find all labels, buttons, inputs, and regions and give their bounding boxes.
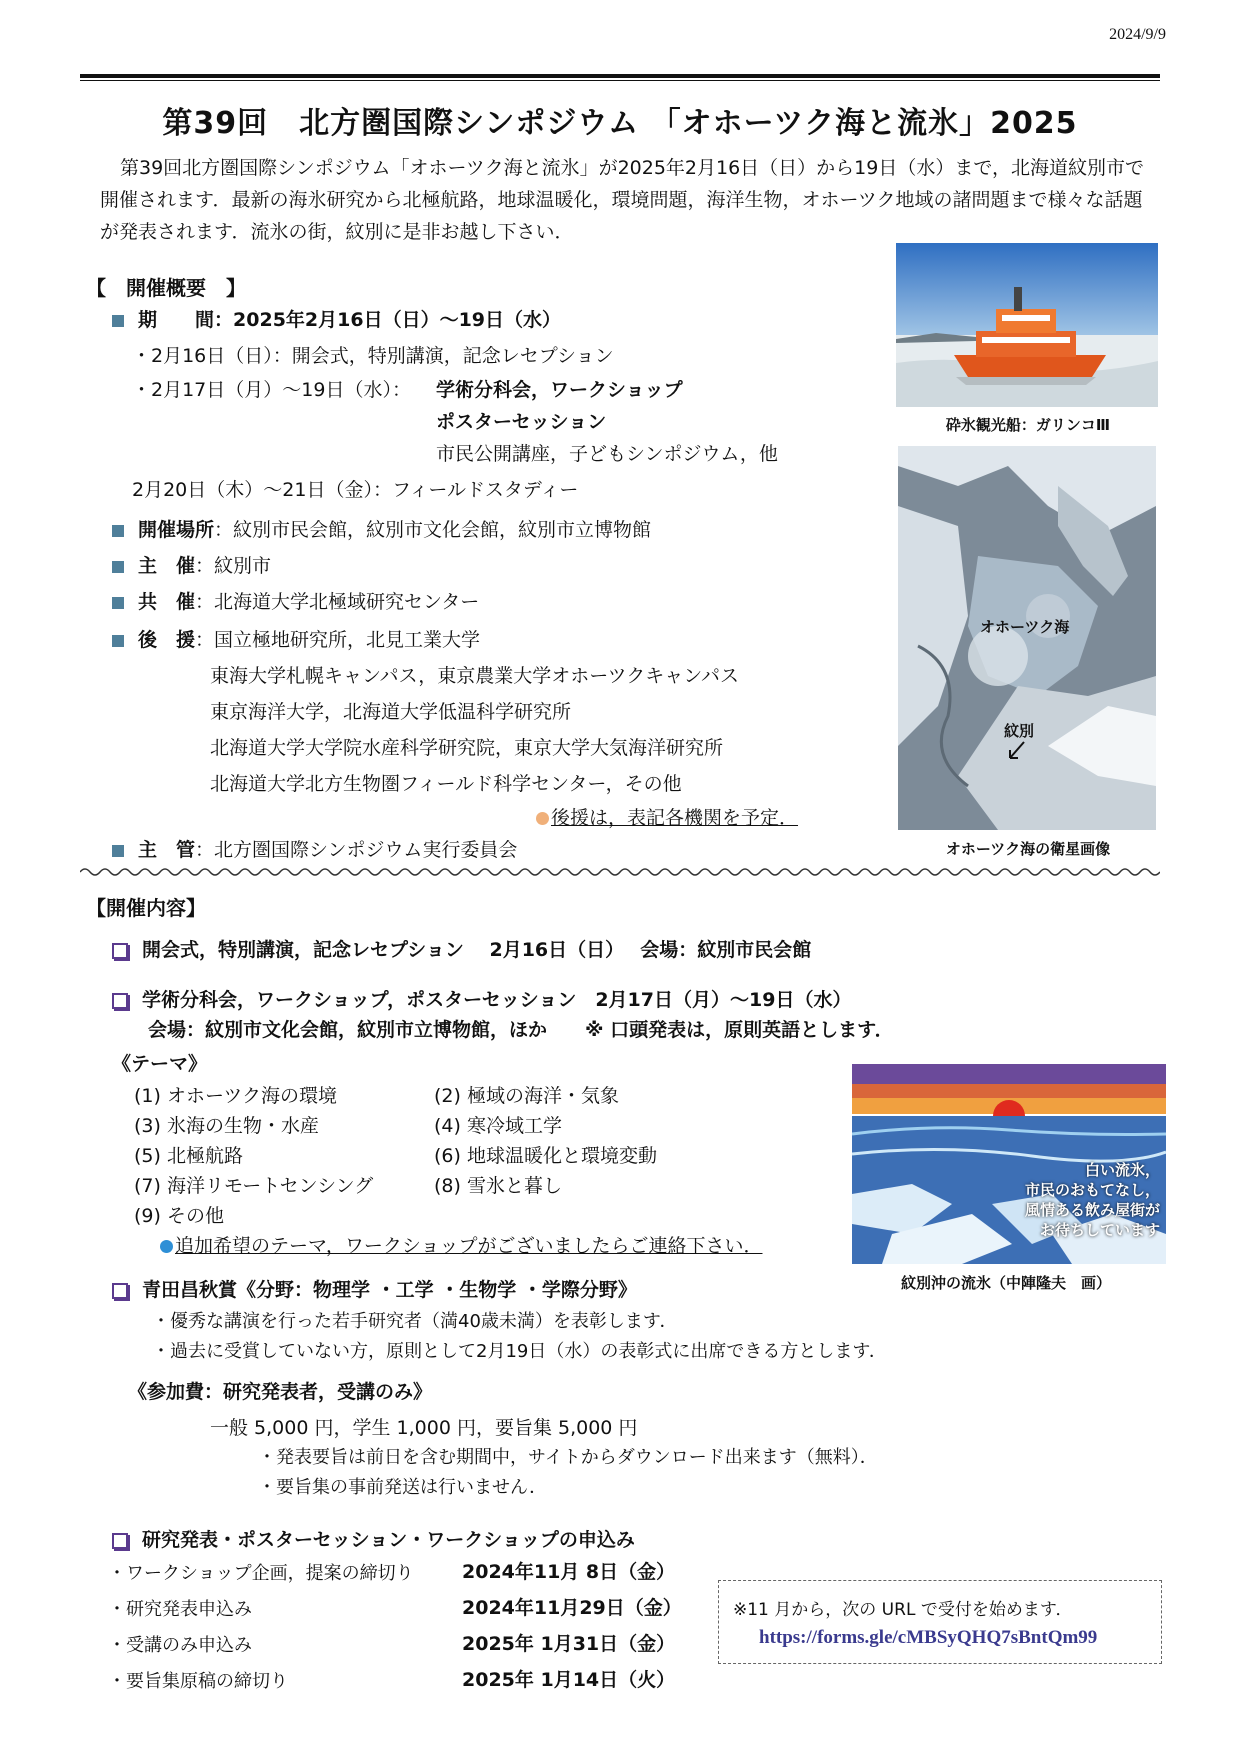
deadline-date: 2024年11月 8日（金）: [462, 1561, 676, 1583]
satellite-label-sea: オホーツク海: [980, 618, 1070, 636]
theme-item: (9) その他: [134, 1205, 224, 1227]
theme-item: (4) 寒冷域工学: [434, 1115, 562, 1137]
apply-heading: 研究発表・ポスターセッション・ワークショップの申込み: [112, 1528, 635, 1552]
day1-line: ・2月16日（日）：開会式，特別講演，記念レセプション: [132, 345, 614, 367]
satellite-image: [898, 446, 1156, 830]
url-note: ※11 月から，次の URL で受付を始めます．: [733, 1600, 1073, 1620]
period-date: 2025年2月16日（日）～19日（水）: [233, 309, 562, 331]
intro-paragraph: 第39回北方圏国際シンポジウム「オホーツク海と流氷」が2025年2月16日（日）から19日（水）まで，北海道紋別市で開催されます．最新の海氷研究から北極航路，地球温暖化，環境問題，海洋生物，オホーツク地域の諸問題まで様々な話題が発表されます．流氷の街，紋別に是非お越し下さい．: [100, 157, 1144, 243]
award-line: ・優秀な講演を行った若手研究者（満40歳未満）を表彰します．: [152, 1311, 678, 1332]
checkbox-icon: [112, 943, 128, 959]
sessions-venue: 会場：紋別市文化会館，紋別市立博物館，ほか ※ 口頭発表は，原則英語とします．: [148, 1019, 894, 1041]
overview-heading: 【 開催概要 】: [86, 276, 246, 300]
organizer-row: 主 管：北方圏国際シンポジウム実行委員会: [112, 838, 517, 862]
document-date: 2024/9/9: [1109, 26, 1166, 43]
award-line: ・過去に受賞していない方，原則として2月19日（水）の表彰式に出席できる方とします．: [152, 1341, 887, 1362]
theme-note: 追加希望のテーマ，ワークショップがございましたらご連絡下さい．: [160, 1234, 762, 1258]
deadline-date: 2024年11月29日（金）: [462, 1597, 682, 1619]
deadline-label: ・要旨集原稿の締切り: [108, 1671, 288, 1692]
theme-item: (1) オホーツク海の環境: [134, 1085, 338, 1107]
theme-item: (7) 海洋リモートセンシング: [134, 1175, 374, 1197]
painting-caption: 紋別沖の流氷（中陣隆夫 画）: [900, 1274, 1111, 1292]
deadline-label: ・研究発表申込み: [108, 1599, 252, 1620]
bullet-square-icon: [112, 635, 124, 647]
period-row: [112, 308, 561, 332]
deadline-date: 2025年 1月31日（金）: [462, 1633, 676, 1655]
page-title: 第39回 北方圏国際シンポジウム 「オホーツク海と流氷」2025: [162, 106, 1078, 141]
award-heading: 青田昌秋賞《分野：物理学 ・工学 ・生物学 ・学際分野》: [112, 1278, 637, 1302]
ship-photo: [896, 243, 1158, 407]
fee-line: 一般 5,000 円，学生 1,000 円，要旨集 5,000 円: [210, 1417, 638, 1439]
url-box: [718, 1580, 1162, 1664]
day2-label: ・2月17日（月）～19日（水）：: [132, 379, 411, 401]
day2-line3: 市民公開講座，子どもシンポジウム，他: [436, 443, 778, 465]
fee-heading: 《参加費：研究発表者，受講のみ》: [128, 1381, 433, 1403]
support-line: 北海道大学北方生物圏フィールド科学センター，その他: [210, 773, 682, 795]
bullet-square-icon: [112, 597, 124, 609]
bullet-square-icon: [112, 845, 124, 857]
theme-item: (2) 極域の海洋・気象: [434, 1085, 619, 1107]
host-row: 主 催：紋別市: [112, 554, 271, 578]
venue-row: 開催場所：紋別市民会館，紋別市文化会館，紋別市立博物館: [112, 518, 651, 542]
item-opening: 開会式，特別講演，記念レセプション 2月16日（日） 会場：紋別市民会館: [112, 938, 811, 962]
wavy-divider: [80, 866, 1160, 878]
theme-item: (5) 北極航路: [134, 1145, 243, 1167]
checkbox-icon: [112, 993, 128, 1009]
satellite-caption: オホーツク海の衛星画像: [945, 840, 1111, 858]
header-rule: [80, 74, 1160, 81]
cohost-row: 共 催：北海道大学北極域研究センター: [112, 590, 479, 614]
ship-caption: 砕氷観光船：ガリンコⅢ: [945, 416, 1111, 434]
deadline-date: 2025年 1月14日（火）: [462, 1669, 676, 1691]
day3-line: 2月20日（木）～21日（金）：フィールドスタディー: [132, 479, 579, 501]
arrow-icon: [1004, 740, 1028, 769]
support-line: 東海大学札幌キャンパス，東京農業大学オホーツクキャンパス: [210, 665, 739, 687]
day2-line1: 学術分科会，ワークショップ: [436, 379, 683, 401]
fee-note: ・要旨集の事前発送は行いません．: [258, 1477, 548, 1498]
content-heading: 【開催内容】: [86, 896, 206, 920]
theme-item: (3) 氷海の生物・水産: [134, 1115, 319, 1137]
theme-heading: 《テーマ》: [112, 1053, 208, 1075]
day2-line2: ポスターセッション: [436, 411, 607, 433]
fee-note: ・発表要旨は前日を含む期間中，サイトからダウンロード出来ます（無料）．: [258, 1447, 878, 1468]
bullet-square-icon: [112, 525, 124, 537]
registration-link[interactable]: https://forms.gle/cMBSyQHQ7sBntQm99: [759, 1627, 1098, 1648]
painting-overlay-text: 白い流氷， 市民のおもてなし， 風情ある飲み屋街が お待ちしています: [1024, 1161, 1160, 1239]
period-label: 期 間: [138, 309, 215, 331]
checkbox-icon: [112, 1283, 128, 1299]
support-row: 後 援：国立極地研究所，北見工業大学: [112, 628, 480, 652]
blue-dot-icon: [160, 1240, 173, 1253]
support-note: 後援は，表記各機関を予定．: [536, 806, 798, 830]
item-sessions: 学術分科会，ワークショップ，ポスターセッション 2月17日（月）～19日（水）: [112, 988, 851, 1012]
checkbox-icon: [112, 1533, 128, 1549]
bullet-square-icon: [112, 315, 124, 327]
orange-dot-icon: [536, 812, 549, 825]
theme-item: (6) 地球温暖化と環境変動: [434, 1145, 657, 1167]
period-value: ：: [214, 309, 234, 331]
deadline-label: ・受講のみ申込み: [108, 1635, 252, 1656]
support-line: 北海道大学大学院水産科学研究院，東京大学大気海洋研究所: [210, 737, 724, 759]
deadline-label: ・ワークショップ企画，提案の締切り: [108, 1563, 414, 1584]
satellite-label-city: 紋別: [1004, 722, 1035, 740]
support-line: 東京海洋大学，北海道大学低温科学研究所: [210, 701, 572, 723]
bullet-square-icon: [112, 561, 124, 573]
theme-item: (8) 雪氷と暮し: [434, 1175, 562, 1197]
